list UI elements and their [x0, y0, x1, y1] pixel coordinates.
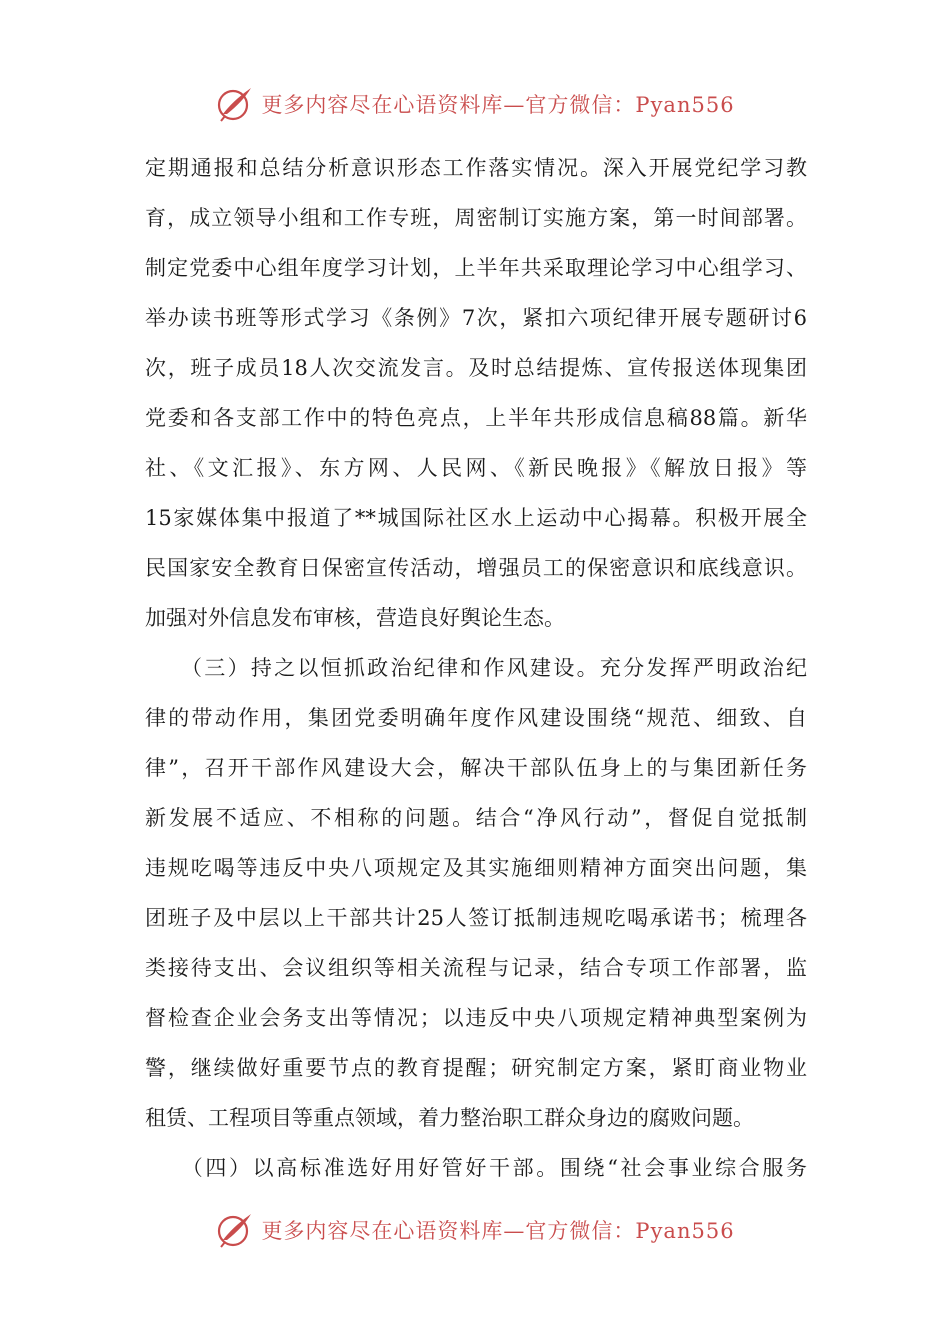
text-line — [145, 193, 807, 243]
watermark-header — [0, 82, 950, 126]
text-line — [145, 1143, 807, 1193]
text-line — [145, 393, 807, 443]
text-line-content: 租赁、工程项目等重点领域，着力整治职工群众身边的腐败问题。 — [145, 1106, 754, 1130]
text-line — [145, 643, 807, 693]
text-line-content: 违规吃喝等违反中央八项规定及其实施细则精神方面突出问题，集 — [145, 856, 807, 880]
text-line — [145, 143, 807, 193]
text-line-content: 社、《文汇报》、东方网、人民网、《新民晚报》《解放日报》等 — [145, 456, 807, 480]
text-line-content: 加强对外信息发布审核，营造良好舆论生态。 — [145, 606, 565, 630]
text-line — [145, 1043, 807, 1093]
text-line-content: 律”，召开干部作风建设大会，解决干部队伍身上的与集团新任务 — [145, 756, 807, 780]
text-line — [145, 543, 807, 593]
text-line — [145, 593, 807, 643]
text-line-content: 定期通报和总结分析意识形态工作落实情况。深入开展党纪学习教 — [145, 156, 807, 180]
text-line-content: 15家媒体集中报道了**城国际社区水上运动中心揭幕。积极开展全 — [145, 506, 807, 530]
text-line — [145, 893, 807, 943]
text-line-content: 次，班子成员18人次交流发言。及时总结提炼、宣传报送体现集团 — [145, 356, 807, 380]
text-line — [145, 693, 807, 743]
text-line — [145, 943, 807, 993]
text-line-content: 团班子及中层以上干部共计25人签订抵制违规吃喝承诺书；梳理各 — [145, 906, 807, 930]
text-line — [145, 843, 807, 893]
watermark-text: 更多内容尽在心语资料库—官方微信：Pyan556 — [261, 1219, 735, 1243]
quill-logo-icon — [215, 84, 255, 124]
text-line — [145, 243, 807, 293]
text-line — [145, 743, 807, 793]
text-line — [145, 443, 807, 493]
text-line-content: 制定党委中心组年度学习计划，上半年共采取理论学习中心组学习、 — [145, 256, 807, 280]
text-line — [145, 1093, 807, 1143]
text-line — [145, 793, 807, 843]
watermark-text: 更多内容尽在心语资料库—官方微信：Pyan556 — [261, 93, 735, 117]
text-line-content: 党委和各支部工作中的特色亮点，上半年共形成信息稿88篇。新华 — [145, 406, 807, 430]
text-line-content: 类接待支出、会议组织等相关流程与记录，结合专项工作部署，监 — [145, 956, 807, 980]
quill-logo-icon — [215, 1210, 255, 1250]
text-line-content: 举办读书班等形式学习《条例》7次，紧扣六项纪律开展专题研讨6 — [145, 306, 807, 330]
text-line-content: 警，继续做好重要节点的教育提醒；研究制定方案，紧盯商业物业 — [145, 1056, 807, 1080]
document-body — [145, 143, 807, 1193]
text-line-content: 育，成立领导小组和工作专班，周密制订实施方案，第一时间部署。 — [145, 206, 807, 230]
text-line — [145, 993, 807, 1043]
text-line-content: 督检查企业会务支出等情况；以违反中央八项规定精神典型案例为 — [145, 1006, 807, 1030]
text-line — [145, 293, 807, 343]
text-line-content: （三）持之以恒抓政治纪律和作风建设。充分发挥严明政治纪 — [145, 656, 807, 680]
watermark-footer — [0, 1208, 950, 1252]
text-line — [145, 493, 807, 543]
text-line-content: （四）以高标准选好用好管好干部。围绕“社会事业综合服务 — [145, 1156, 807, 1180]
text-line-content: 律的带动作用，集团党委明确年度作风建设围绕“规范、细致、自 — [145, 706, 807, 730]
text-line-content: 新发展不适应、不相称的问题。结合“净风行动”，督促自觉抵制 — [145, 806, 807, 830]
text-line — [145, 343, 807, 393]
text-line-content: 民国家安全教育日保密宣传活动，增强员工的保密意识和底线意识。 — [145, 556, 807, 580]
